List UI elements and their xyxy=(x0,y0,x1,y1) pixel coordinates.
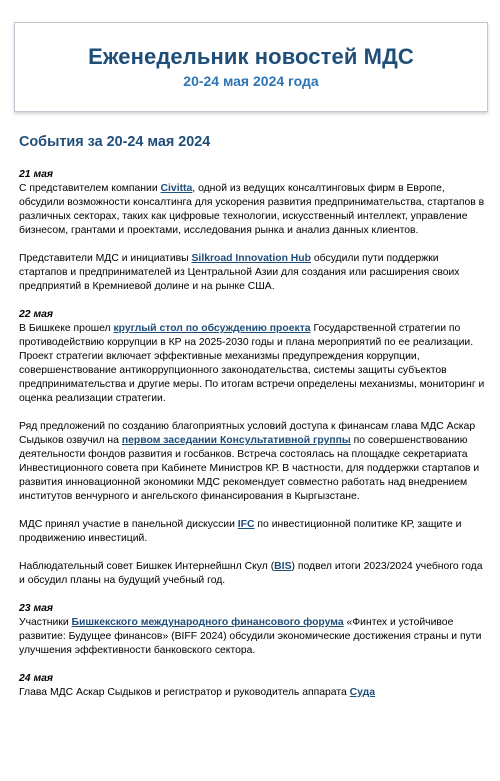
news-text: «Финтех и устойчивое развитие: Будущее финансов» (BIFF 2024) обсудили экономические достижения страны и пути улучшения эффективности банковского сектора. xyxy=(19,617,482,656)
news-text: Участники xyxy=(19,617,72,628)
newsletter-date-range: 20-24 мая 2024 года xyxy=(183,73,319,89)
news-link-finance-forum[interactable]: Бишкекского международного финансового форума xyxy=(71,617,344,628)
news-item xyxy=(19,686,485,700)
news-text: , одной из ведущих консалтинговых фирм в Европе, обсудили возможности консалтинга для ускорения развития предпринимательства, стартапов в различных секторах, таких как цифровые технологии, искусственный интеллект, управление бизнесом, грантами и проектами, исследования рынка и анализ данных клиентов. xyxy=(19,183,485,236)
news-text: Ряд предложений по созданию благоприятных условий доступа к финансам глава МДС Аскар Сыдыков озвучил на xyxy=(19,421,476,446)
day-heading: 22 мая xyxy=(19,309,54,320)
news-text: МДС принял участие в панельной дискуссии xyxy=(19,519,238,530)
news-item xyxy=(19,420,485,504)
day-heading: 24 мая xyxy=(19,673,54,684)
newsletter-content xyxy=(19,133,485,714)
news-item xyxy=(19,518,485,546)
day-heading: 23 мая xyxy=(19,603,54,614)
news-text: В Бишкеке прошел xyxy=(19,323,114,334)
news-item xyxy=(19,322,485,406)
news-text: Представители МДС и инициативы xyxy=(19,253,192,264)
news-text: ) подвел итоги 2023/2024 учебного года и обсудил планы на будущий учебный год. xyxy=(19,561,483,586)
news-item xyxy=(19,252,485,294)
news-text: Государственной стратегии по противодействию коррупции в КР на 2025-2030 годы и плана мероприятий по ее реализации. Проект стратегии включает эффективные механизмы предупреждения коррупции, совершенствование антикоррупционного законодательства, системы защиты субъектов предпринимательства и другие меры. По итогам встречи определены механизмы, мониторинг и оценка реализации стратегии. xyxy=(19,323,485,404)
news-item xyxy=(19,182,485,238)
news-link-ifc[interactable]: IFC xyxy=(237,519,255,530)
news-text: по совершенствованию деятельности фондов развития и госбанков. Встреча состоялась на площадке секретариата Инвестиционного совета при Кабинете Министров КР. В частности, для поддержки стартапов и развития инновационной экономики МДС рекомендует совместно работать над внедрением институтов венчурного и ангельского финансирования в Кыргызстане. xyxy=(19,435,480,502)
news-link-bis[interactable]: BIS xyxy=(274,561,292,572)
news-link-court[interactable]: Суда xyxy=(349,687,376,698)
news-item xyxy=(19,560,485,588)
news-text: по инвестиционной политике КР, защите и продвижению инвестиций. xyxy=(19,519,462,544)
newsletter-header xyxy=(14,22,488,112)
news-text: Глава МДС Аскар Сыдыков и регистратор и руководитель аппарата xyxy=(19,687,350,698)
news-item xyxy=(19,616,485,658)
news-link-silkroad[interactable]: Silkroad Innovation Hub xyxy=(191,253,311,264)
news-text: обсудили пути поддержки стартапов и предпринимателей из Центральной Азии для создания или расширения своих предприятий в Кремниевой долине и на рынке США. xyxy=(19,253,460,292)
news-link-civitta[interactable]: Civitta xyxy=(160,183,193,194)
news-link-consultative-group[interactable]: первом заседании Консультативной группы xyxy=(121,435,351,446)
news-text: С представителем компании xyxy=(19,183,161,194)
newsletter-title: Еженедельник новостей МДС xyxy=(88,44,414,69)
news-text: Наблюдательный совет Бишкек Интернейшнл Скул ( xyxy=(19,561,275,572)
section-title: События за 20-24 мая 2024 xyxy=(19,134,211,150)
day-heading: 21 мая xyxy=(19,169,54,180)
news-link-round-table[interactable]: круглый стол по обсуждению проекта xyxy=(113,323,311,334)
